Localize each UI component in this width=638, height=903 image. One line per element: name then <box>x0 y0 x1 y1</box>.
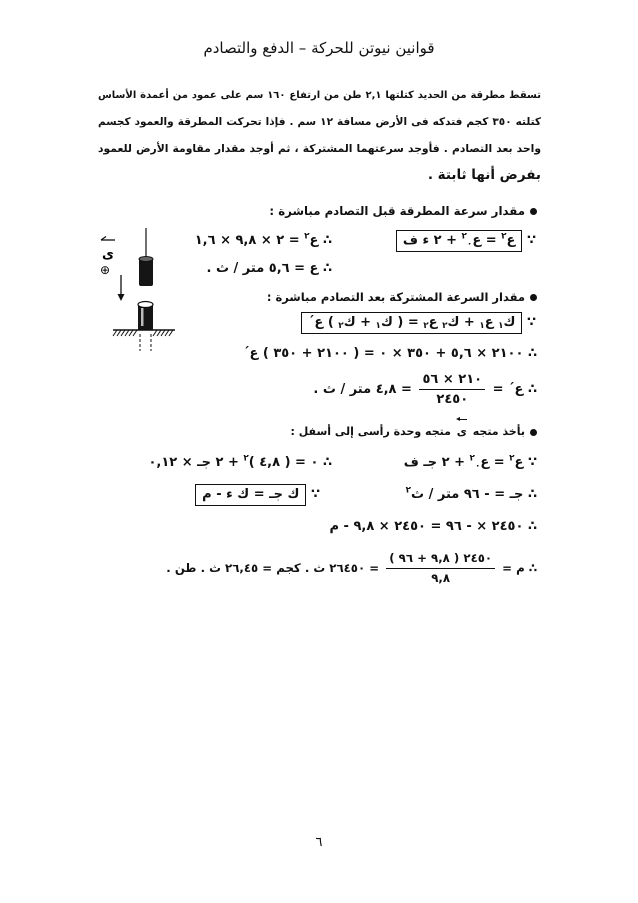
step-3-kinematics <box>382 452 537 474</box>
superscript: ٢ <box>469 453 475 464</box>
math-term: ∴ جـ = - ٩٦ متر / ث <box>411 487 537 502</box>
math-term: + ك <box>447 315 480 330</box>
superscript: ٢ <box>405 485 412 496</box>
because-symbol: ∵ <box>526 315 536 330</box>
subscript: ٢ <box>338 321 344 332</box>
superscript: ٢ <box>501 231 507 242</box>
fraction-numerator: ٢١٠ × ٥٦ <box>419 371 485 390</box>
superscript: ٢ <box>304 231 310 242</box>
unit-vector-arrow <box>101 237 115 241</box>
problem-line-2: كتلته ٣٥٠ كجم فتدكه فى الأرض مسافة ١٢ سم . فإذا تحركت المطرقة والعمود كجسم <box>98 116 541 128</box>
vector-symbol: ى <box>457 418 467 443</box>
hammer <box>139 257 153 287</box>
step-3-result <box>167 550 537 587</box>
subscript: ٠ <box>466 239 473 250</box>
math-term: = ( ك <box>380 315 424 330</box>
subscript: ٢ <box>442 321 448 332</box>
fraction <box>386 550 495 587</box>
momentum-law-box <box>301 312 523 334</box>
step-1-law-row <box>376 230 536 252</box>
problem-line-4: بفرض أنها ثابتة . <box>427 167 541 183</box>
subscript: ١ <box>479 321 485 332</box>
force-law-box: ك جـ = ك ء - م <box>195 484 306 506</box>
downward-motion-arrow <box>118 275 125 301</box>
math-term: + ٢ ء ف <box>402 233 462 248</box>
step-2-substitution: ∴ ٢١٠٠ × ٥,٦ + ٣٥٠ × ٠ = ( ٢١٠٠ + ٣٥٠ ) ع´ <box>242 346 537 361</box>
direction-symbol: ⊕ <box>99 263 111 277</box>
problem-line-3: واحد بعد التصادم . فأوجد سرعتهما المشتركة ، ثم أوجد مقدار مقاومة الأرض للعمود <box>98 142 541 155</box>
math-term: ع <box>484 315 499 330</box>
math-term: متجه وحدة رأسى إلى أسفل : <box>290 425 455 438</box>
step-3-heading <box>287 418 537 443</box>
math-term: ع <box>506 233 516 248</box>
step-1-heading: مقدار سرعة المطرقة قبل التصادم مباشرة : <box>267 200 537 222</box>
step-2-result <box>307 371 537 408</box>
because-symbol: ∵ <box>526 233 536 248</box>
math-term: ∴ ع´ = <box>488 382 537 397</box>
unit-vector-label: ى <box>102 247 114 262</box>
superscript: ٢ <box>509 453 515 464</box>
fraction <box>419 371 485 408</box>
math-term: ) ع´ <box>307 315 339 330</box>
step-3-substitution-2: ∴ ٢٤٥٠ × - ٩٦ = ٢٤٥٠ × ٩,٨ - م <box>329 519 537 534</box>
math-term: ع <box>428 315 443 330</box>
superscript: ٢ <box>461 231 467 242</box>
math-term: = ع <box>472 233 502 248</box>
math-term: = ٢٦٤٥٠ ث . كجم = ٢٦,٤٥ ث . طن . <box>166 561 384 575</box>
step-3-substitution <box>132 452 332 474</box>
step-1-result: ∴ ع = ٥,٦ متر / ث . <box>206 261 332 276</box>
math-term: بأخذ متجه <box>468 425 525 438</box>
problem-line-1: تسقط مطرقة من الحديد كتلتها ٢,١ طن من ارتفاع ١٦٠ سم على عمود من أعمدة الأساس <box>98 90 541 101</box>
step-3-law-row <box>185 484 320 506</box>
math-term: = ٤,٨ متر / ث . <box>313 382 417 397</box>
math-term: + ٢ جـ × ٠,١٢ <box>148 455 244 470</box>
step-3-acceleration <box>407 484 537 506</box>
subscript: ٢ <box>423 321 429 332</box>
step-2-heading: مقدار السرعة المشتركة بعد التصادم مباشرة : <box>267 286 537 308</box>
math-term: ∵ ع <box>514 455 537 470</box>
subscript: ١ <box>375 321 381 332</box>
subscript: ١ <box>498 321 504 332</box>
fraction-denominator: ٩,٨ <box>431 571 451 585</box>
subscript: ٠ <box>474 461 481 472</box>
pile <box>138 302 153 331</box>
math-term: + ٢ جـ ف <box>403 455 470 470</box>
math-term: + ك <box>343 315 376 330</box>
fraction-numerator: ٢٤٥٠ ( ٩,٨ + ٩٦ ) <box>386 550 495 569</box>
pile-depth-guides <box>140 334 151 351</box>
ground <box>113 330 175 336</box>
fraction-denominator: ٢٤٥٠ <box>436 392 469 407</box>
superscript: ٢ <box>243 453 249 464</box>
math-term: ك <box>503 315 516 330</box>
page-title: قوانين نيوتن للحركة – الدفع والتصادم <box>203 39 435 57</box>
math-term: ∴ ع <box>309 233 332 248</box>
step-2-law-row <box>286 312 536 334</box>
because-symbol: ∵ <box>310 487 320 502</box>
math-term: ∴ م = <box>498 561 537 575</box>
page-number: ٦ <box>315 835 323 850</box>
velocity-law-box <box>396 230 523 252</box>
math-term: = ٢ × ٩,٨ × ١,٦ <box>194 233 305 248</box>
step-1-substitution <box>167 230 332 252</box>
math-term: = ع <box>480 455 510 470</box>
math-term: ∴ ٠ = ( ٤,٨ ) <box>248 455 332 470</box>
